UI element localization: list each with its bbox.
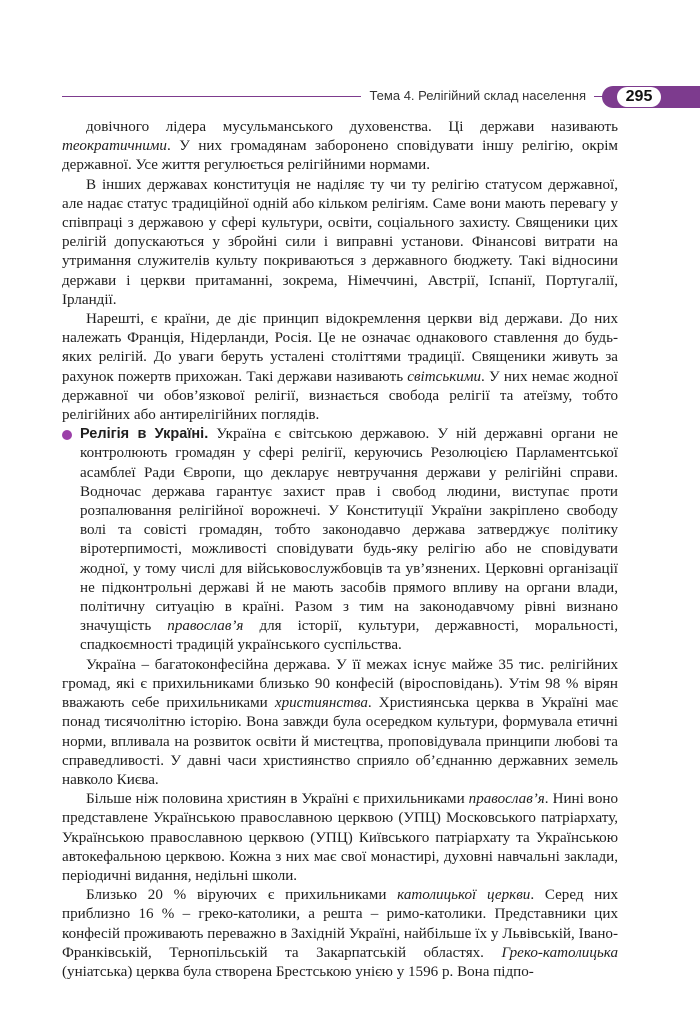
term-orthodoxy: православ’я (167, 618, 244, 635)
text-span: . Християнська церква в Україні має понад тисячолітню історію. Вона завжди була осередком культури, формувала етичні норми, впливала на розвиток освіти й мистецтва, проповідувала принципи любові та справедливості. У давні часи християнство сприяло об’єднанню державних земель навколо Києва. (62, 695, 618, 788)
paragraph (62, 118, 618, 176)
bullet-icon (62, 430, 72, 440)
paragraph (62, 656, 618, 790)
text-span: Нарешті, є країни, де діє принцип відокремлення церкви від держави. До них належать Франція, Нідерланди, Росія. Це не означає однакового ставлення до будь-яких релігій. До уваги беруть усталені століттями традиції. Священики живуть за рахунок пожертв прихожан. Такі держави називають (62, 311, 618, 385)
term-christianity: християнства (274, 695, 368, 712)
paragraph (62, 790, 618, 886)
text-span: довічного лідера мусульманського духовенства. Ці держави називають (86, 119, 618, 135)
page-number: 295 (617, 87, 661, 107)
paragraph: В інших державах конституція не наділяє ту чи ту релігію статусом державної, але надає статус традиційної одній або кільком релігіям. Саме вони мають перевагу у співпраці з державою у сфері культури, освіти, соціального захисту. Священики цих релігій допускаються у збройні сили і виправні установи. Фінансові витрати на утримання служителів культу покриваються з державного бюджету. Такі відносини держави і церкви притаманні, зокрема, Німеччині, Австрії, Іспанії, Португалії, Ірландії. (62, 176, 618, 308)
term-theocratic: теократичними (62, 138, 167, 155)
text-span: (уніатська) церква була створена Брестською унією у 1596 р. Вона підпо- (62, 963, 534, 980)
paragraph (62, 886, 618, 982)
term-orthodoxy: православ’я (468, 791, 545, 808)
running-header-title: Тема 4. Релігійний склад населення (361, 86, 594, 106)
text-span: для історії, культури, державності, моральності, спадкоємності традицій українського суспільства. (80, 618, 618, 654)
section-paragraph (60, 425, 618, 655)
body-text (62, 118, 618, 982)
section-title: Релігія в Україні. (80, 426, 209, 443)
text-span: . Серед них приблизно 16 % – греко-католики, а решта – римо-католики. Представники цих конфесій проживають переважно в Західній Україні, найбільше їх у Львівській, Івано-Франківській, Тернопільській та Закарпатській областях. (62, 887, 618, 961)
text-span: . Нині воно представлене Українською православною церквою (УПЦ) Московського патріархату, Українською православною церквою (УПЦ) Київського патріархату та Українською автокефальною церквою. Кожна з них має свої монастирі, духовні навчальні заклади, періодичні видання, недільні школи. (62, 791, 619, 884)
term-secular: світськими (407, 368, 481, 385)
paragraph (62, 310, 618, 425)
text-span: Україна є світською державою. У ній державні органи не контролюють громадян у сфері релігії, керуючись Резолюцією Парламентської асамблеї Ради Європи, що декларує невтручання держави у релігійні справи. Водночас держава гарантує захист прав і свобод людини, виступає проти розпалювання релігійної ворожнечі. У Конституції України закріплено свободу волі та совісті громадян, тобто законодавчо держава затверджує політику віротерпимості, можливості сповідувати будь-яку релігію або не сповідувати жодної, у тому числі для військовослужбовців та ув’язнених. Церковні організації не підконтрольні державі й не мають засобів прямого впливу на органи влади, політичну ситуацію в країні. Разом з тим на законодавчому рівні визнано значущість (80, 426, 619, 635)
text-span: . У них громадянам заборонено сповідувати іншу релігію, окрім державної. Усе життя регулюється релігійними нормами. (62, 138, 618, 174)
term-greek-catholic: Греко-католицька (501, 944, 618, 961)
text-span: Україна – багатоконфесійна держава. У її межах існує майже 35 тис. релігійних громад, які є прихильниками близько 90 конфесій (віросповідань). Утім 98 % вірян вважають себе прихильниками (62, 656, 618, 712)
term-catholic-church: католицької церкви (397, 887, 531, 904)
text-span: Більше ніж половина християн в Україні є прихильниками (86, 791, 469, 808)
text-span: . У них немає жодної державної чи обов’язкової релігії, визнається свобода релігії та атеїзму, тобто релігійних або антирелігійних поглядів. (62, 368, 619, 424)
text-span: Близько 20 % віруючих є прихильниками (86, 887, 398, 904)
